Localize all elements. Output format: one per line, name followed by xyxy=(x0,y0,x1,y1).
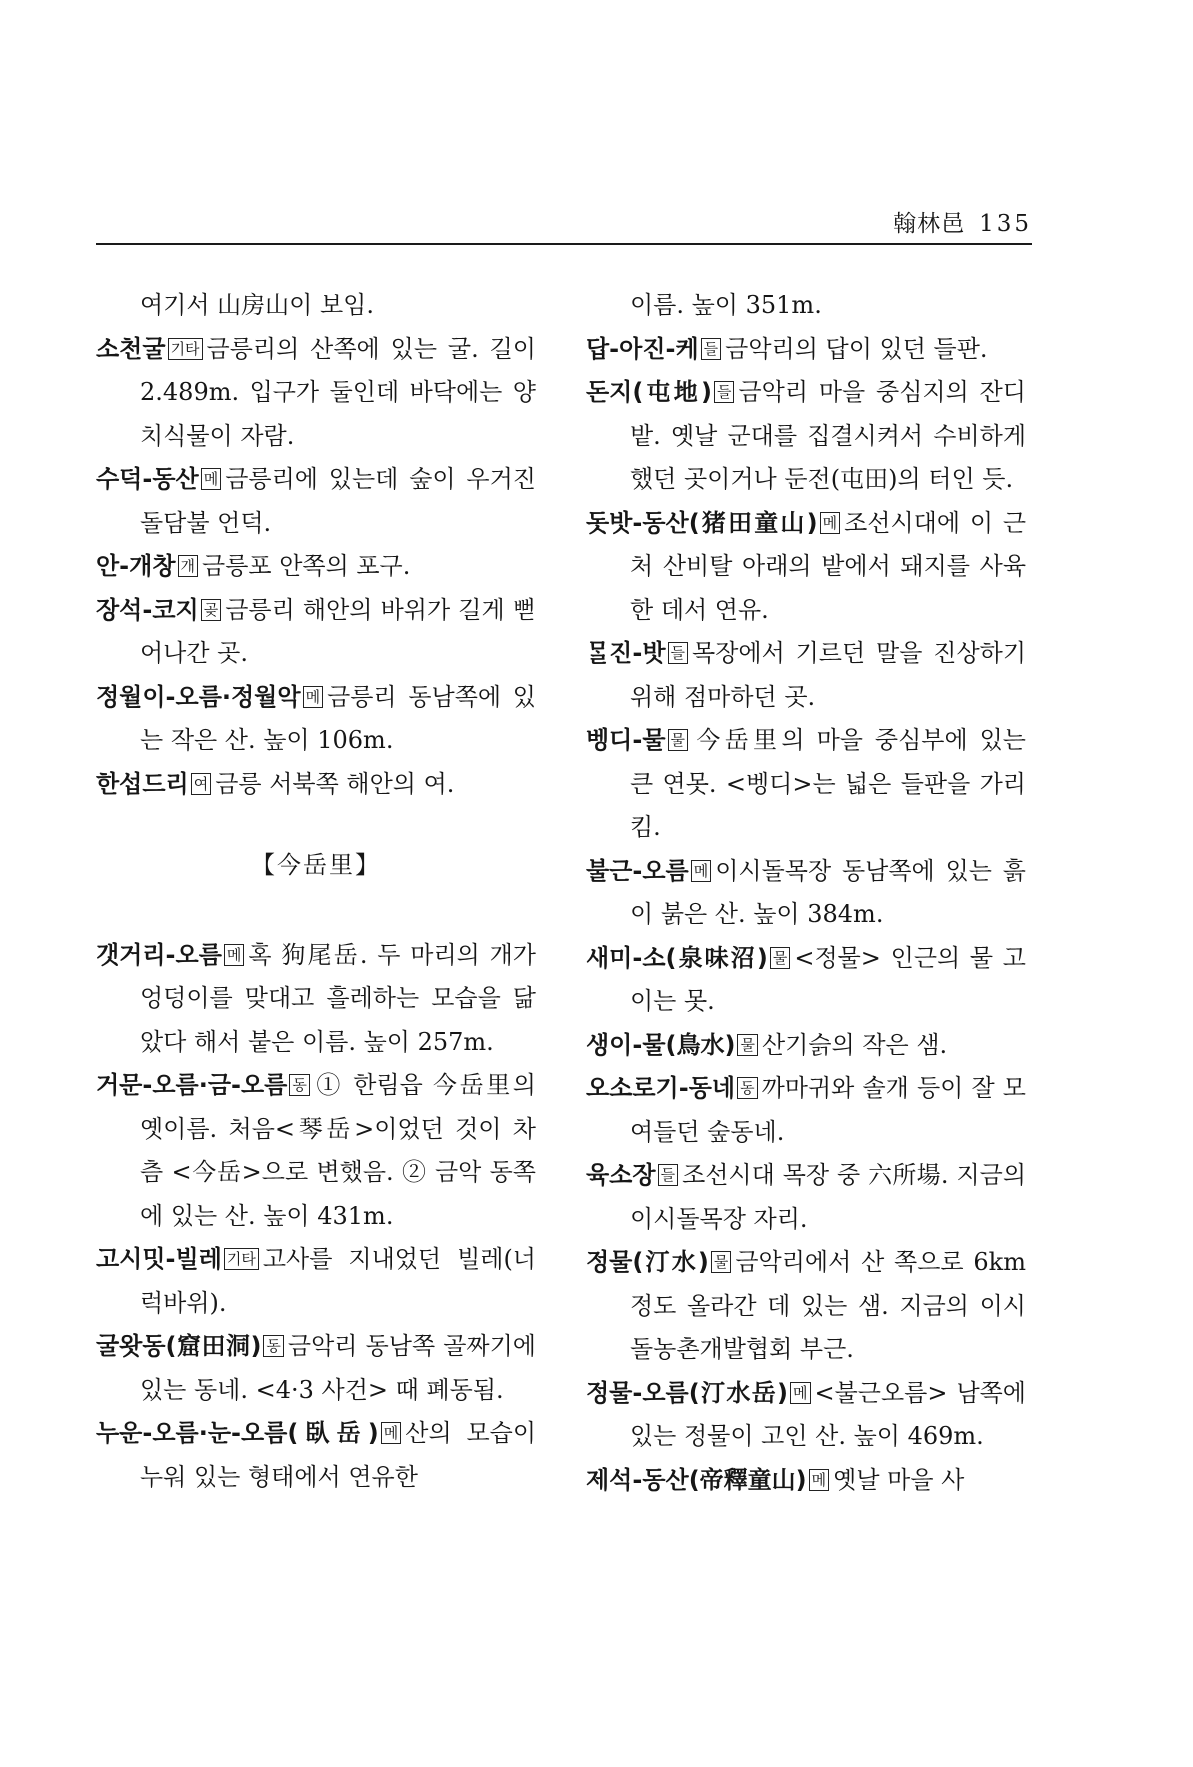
entry: 오소로기-동네 동 까마귀와 솔개 등이 잘 모여들던 숲동네. xyxy=(586,1074,1026,1146)
entry: 새미-소(泉味沼) 물 <정물> 인근의 물 고이는 못. xyxy=(586,943,1026,1015)
entry: 정물-오름(汀水岳) 메 <불근오름> 남쪽에 있는 정물이 고인 산. 높이 469m. xyxy=(586,1378,1026,1450)
entry: 안-개창 개 금릉포 안쪽의 포구. xyxy=(96,552,411,580)
entry: 갯거리-오름 메 혹 狗尾岳. 두 마리의 개가 엉덩이를 맞대고 흘레하는 모습을 닮았다 해서 붙은 이름. 높이 257m. xyxy=(96,940,536,1056)
entry: 벵디-물 물 今岳里의 마을 중심부에 있는 큰 연못. <벵디>는 넓은 들판을 가리킴. xyxy=(586,726,1026,841)
entry: 소천굴 기타 금릉리의 산쪽에 있는 굴. 길이 2.489m. 입구가 둘인데 바닥에는 양치식물이 자람. xyxy=(96,334,536,450)
right-column xyxy=(586,284,1026,1502)
running-header xyxy=(96,205,1032,238)
entry-continuation: 이름. 높이 351m. xyxy=(630,291,822,319)
entry: 불근-오름 메 이시돌목장 동남쪽에 있는 흙이 붉은 산. 높이 384m. xyxy=(586,856,1026,928)
left-column xyxy=(96,284,536,1499)
entry: 누운-오름·눈-오름(臥岳) 메 산의 모습이 누워 있는 형태에서 연유한 xyxy=(96,1419,536,1491)
entry: 정물(汀水) 물 금악리에서 산 쪽으로 6km 정도 올라간 데 있는 샘. 지금의 이시돌농촌개발협회 부근. xyxy=(586,1248,1026,1363)
entry: ᄆᆞᆯ진-밧 들 목장에서 기르던 말을 진상하기 위해 점마하던 곳. xyxy=(586,639,1026,711)
header-title: 翰林邑 xyxy=(893,211,966,237)
entry: 수덕-동산 메 금릉리에 있는데 숲이 우거진 돌담불 언덕. xyxy=(96,465,536,537)
entry: 돈지(屯地) 들 금악리 마을 중심지의 잔디밭. 옛날 군대를 집결시켜서 수비하게 했던 곳이거나 둔전(屯田)의 터인 듯. xyxy=(586,378,1026,493)
entry: 정월이-오름·정월악 메 금릉리 동남쪽에 있는 작은 산. 높이 106m. xyxy=(96,682,536,754)
entry: 거문-오름·금-오름 동 ① 한림읍 今岳里의 옛이름. 처음<琴岳>이었던 것이 차츰 <今岳>으로 변했음. ② 금악 동쪽에 있는 산. 높이 431m. xyxy=(96,1071,536,1230)
page-number: 135 xyxy=(979,211,1032,237)
entry: 육소장 들 조선시대 목장 중 六所場. 지금의 이시돌목장 자리. xyxy=(586,1161,1026,1233)
entry: 한섭드리 여 금릉 서북쪽 해안의 여. xyxy=(96,769,455,798)
entry: 고시밋-빌레 기타 고사를 지내었던 빌레(너럭바위). xyxy=(96,1245,536,1317)
entry: 돗밧-동산(猪田童山) 메 조선시대에 이 근처 산비탈 아래의 밭에서 돼지를 사육한 데서 연유. xyxy=(586,508,1026,624)
header-rule xyxy=(96,243,1032,245)
section-title: 【今岳里】 xyxy=(251,851,381,879)
entry: 답-아진-케 들 금악리의 답이 있던 들판. xyxy=(586,334,988,363)
entry: 장석-코지 곶 금릉리 해안의 바위가 길게 뻗어나간 곳. xyxy=(96,595,536,667)
entry: 생이-물(鳥水) 물 산기슭의 작은 샘. xyxy=(586,1030,948,1059)
entry: 굴왓동(窟田洞) 동 금악리 동남쪽 골짜기에 있는 동네. <4·3 사건> 때 폐동됨. xyxy=(96,1332,536,1404)
entry-continuation: 여기서 山房山이 보임. xyxy=(140,291,374,319)
entry: 제석-동산(帝釋童山) 메 옛날 마을 사 xyxy=(586,1465,965,1494)
